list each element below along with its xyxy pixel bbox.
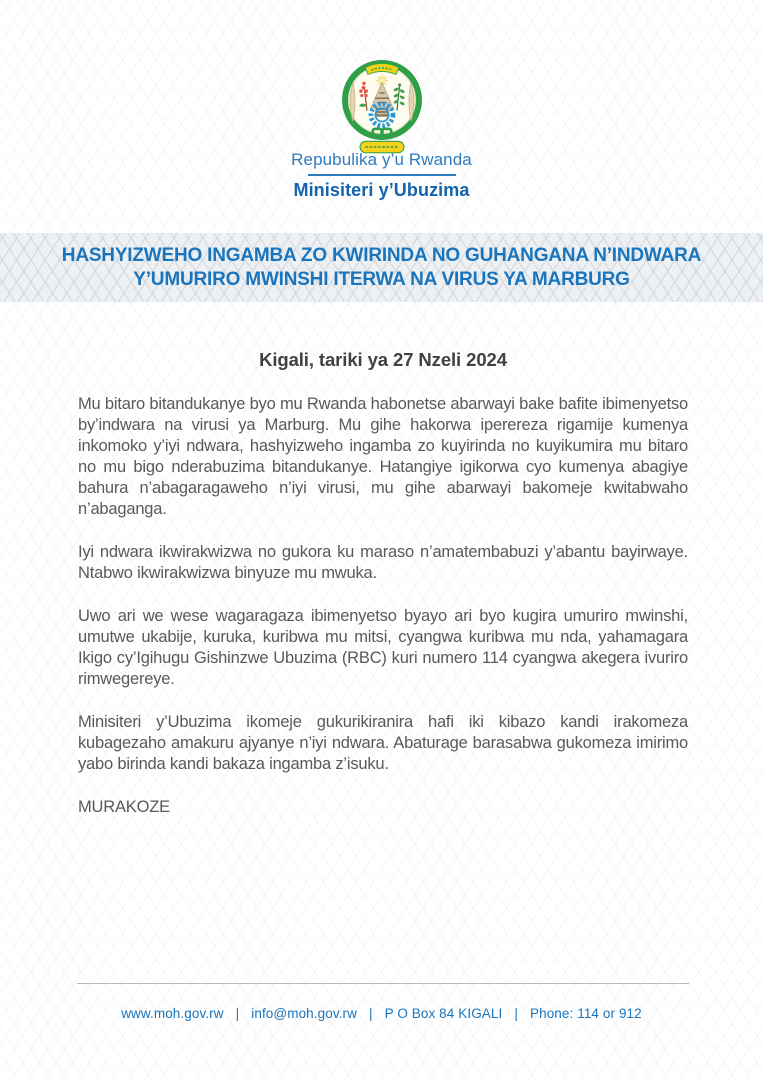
rwanda-coat-of-arms-icon: [338, 56, 426, 163]
closing-word: MURAKOZE: [78, 798, 170, 816]
footer-separator: |: [235, 1006, 240, 1021]
paragraph-ministry-followup: Minisiteri y’Ubuzima ikomeje gukurikiranira hafi iki kibazo kandi irakomeza kubagezaho amakuru ajyanye n’iyi ndwara. Abaturage barasabwa gukomeza imirimo yabo birinda kandi bakaza ingamba z’isuku.: [78, 713, 688, 773]
paragraph-transmission: Iyi ndwara ikwirakwizwa no gukora ku maraso n’amatembabuzi y’abantu bayirwaye. Ntabwo ikwirakwizwa binyuze mu mwuka.: [78, 543, 688, 582]
footer-website: www.moh.gov.rw: [121, 1006, 224, 1021]
footer-divider: [77, 983, 689, 984]
footer-contact-bar: [0, 1006, 763, 1021]
footer-email: info@moh.gov.rw: [251, 1006, 357, 1021]
paragraph-outbreak: Mu bitaro bitandukanye byo mu Rwanda habonetse abarwayi bake bafite ibimenyetso by’indwara na virusi ya Marburg. Mu gihe hakorwa iperereza rigamije kumenya inkomoko y’iyi ndwara, hashyizweho ingamba zo kuyirinda no kuyikumira mu bitaro no mu bigo nderabuzima bitandukanye. Hatangiye igikorwa cyo kumenya abagiye bahura n’abagaragaweho n’iyi virusi, mu gihe abarwayi bakomeje kwitabwaho n’abaganga.: [78, 395, 688, 518]
paragraph-symptoms-hotline: Uwo ari we wese wagaragaza ibimenyetso byayo ari byo kugira umuriro mwinshi, umutwe ukabije, kuruka, kuribwa mu mitsi, cyangwa kuribwa mu nda, yahamagara Ikigo cy’Igihugu Gishinzwe Ubuzima (RBC) kuri numero 114 cyangwa akegera ivuriro rimwegereye.: [78, 607, 688, 688]
header-divider: [308, 174, 456, 176]
banner-title-line1: HASHYIZWEHO INGAMBA ZO KWIRINDA NO GUHANGANA N’INDWARA: [61, 245, 702, 266]
dateline: Kigali, tariki ya 27 Nzeli 2024: [259, 349, 507, 370]
logo-container: [0, 56, 763, 163]
footer-separator: |: [369, 1006, 373, 1021]
title-banner: [0, 233, 763, 302]
ministry-label: Minisiteri y’Ubuzima: [293, 180, 470, 200]
document-body: [78, 349, 688, 840]
footer-phone: Phone: 114 or 912: [529, 1006, 642, 1021]
banner-title-line2: Y’UMURIRO MWINSHI ITERWA NA VIRUS YA MARBURG: [133, 268, 630, 290]
footer-pobox: P O Box 84 KIGALI: [384, 1006, 503, 1021]
footer-separator: |: [514, 1006, 518, 1021]
republic-label: Repubulika y’u Rwanda: [291, 150, 472, 169]
